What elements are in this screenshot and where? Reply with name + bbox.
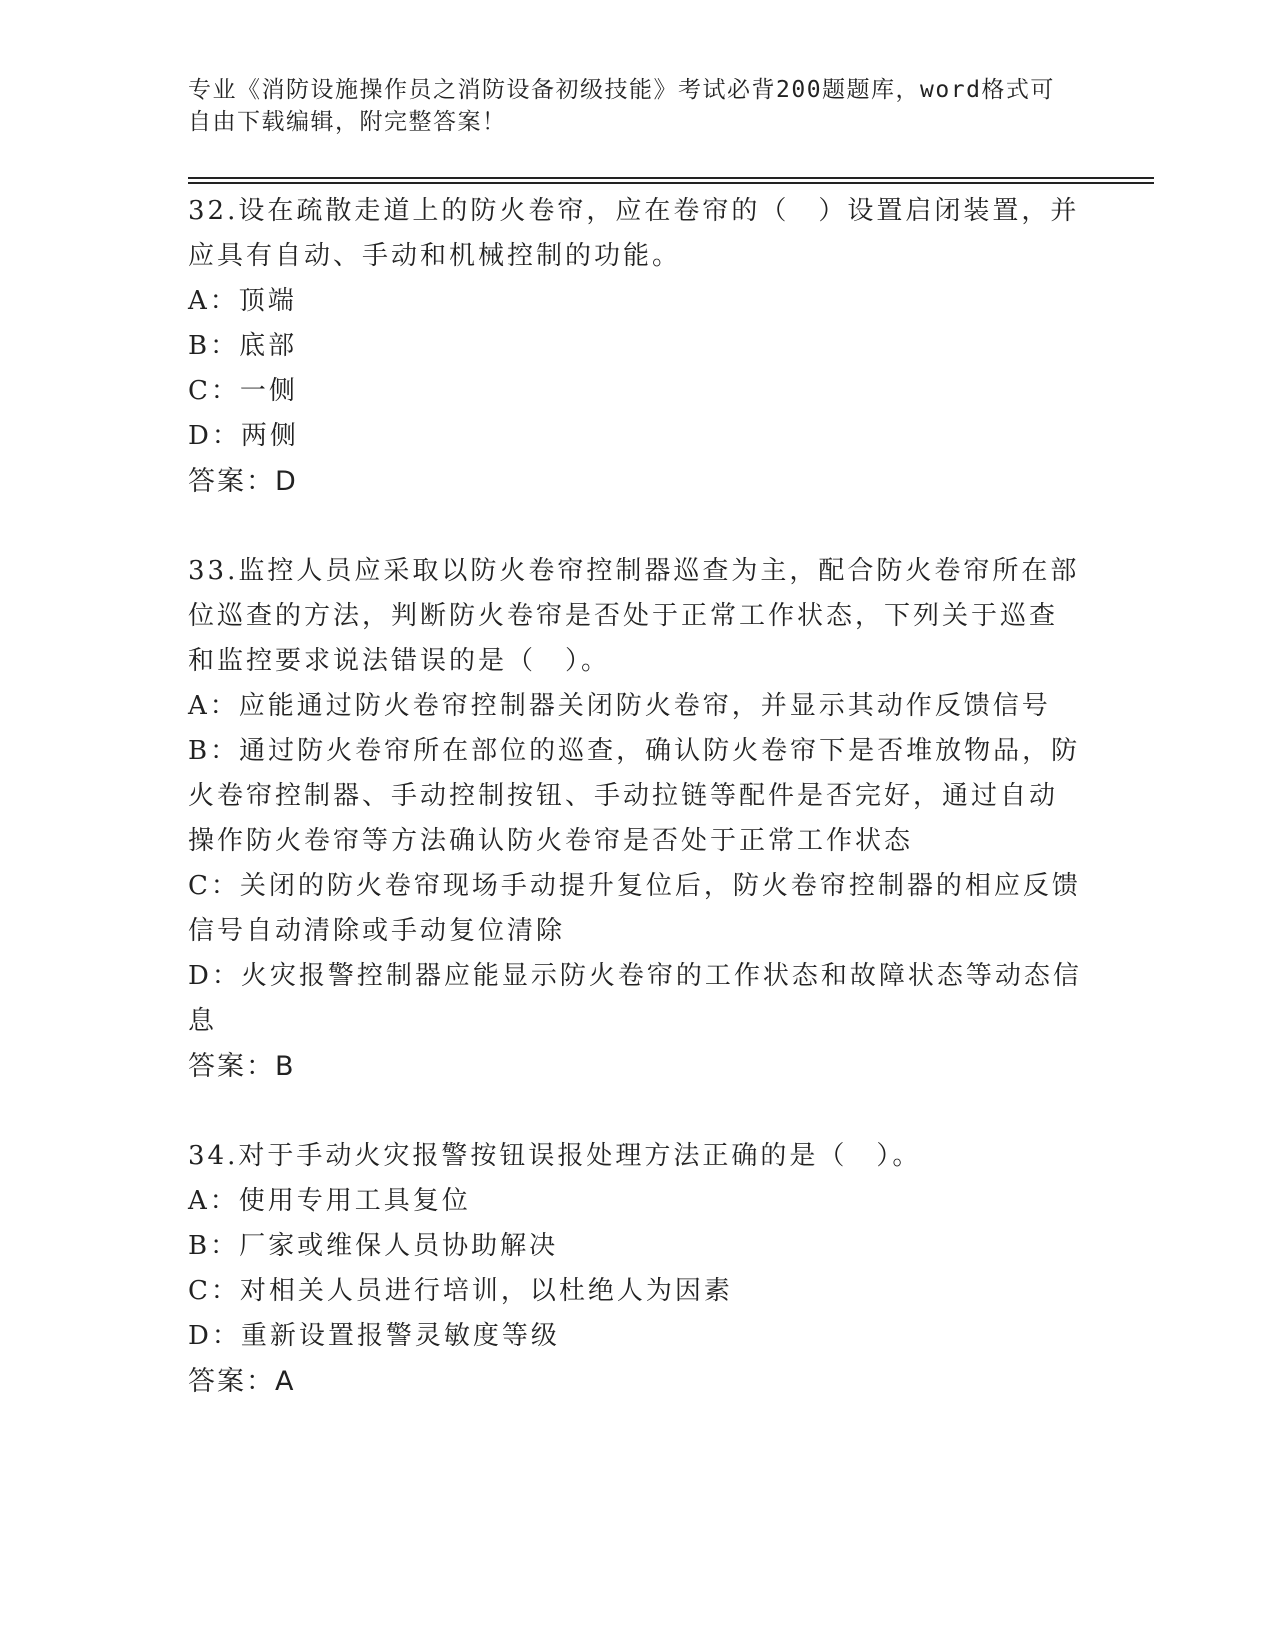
question-list [188, 189, 1088, 1404]
question-32-stem-line-2: 应具有自动、手动和机械控制的功能。 [188, 241, 682, 271]
question-34-option-a: A：使用专用工具复位 [188, 1186, 471, 1216]
question-33-option-a: A：应能通过防火卷帘控制器关闭防火卷帘，并显示其动作反馈信号 [188, 691, 1051, 721]
question-32-stem-line-1: 32.设在疏散走道上的防火卷帘，应在卷帘的（ ）设置启闭装置，并 [188, 196, 1080, 226]
header-line-1: 专业《消防设施操作员之消防设备初级技能》考试必背200题题库，word格式可 [188, 77, 1055, 103]
question-34-option-b: B：厂家或维保人员协助解决 [188, 1231, 559, 1261]
question-33-option-b-line-1: B：通过防火卷帘所在部位的巡查，确认防火卷帘下是否堆放物品，防 [188, 736, 1081, 766]
question-32-option-c: C：一侧 [188, 376, 298, 406]
question-33-option-b-line-2: 火卷帘控制器、手动控制按钮、手动拉链等配件是否完好，通过自动 [188, 781, 1059, 811]
question-33-option-c-line-1: C：关闭的防火卷帘现场手动提升复位后，防火卷帘控制器的相应反馈 [188, 871, 1081, 901]
question-34-option-d: D：重新设置报警灵敏度等级 [188, 1321, 560, 1351]
question-32-option-d: D：两侧 [188, 421, 299, 451]
document-header [188, 74, 1068, 138]
question-spacer [188, 504, 1088, 549]
question-32-option-b: B：底部 [188, 331, 298, 361]
question-33 [188, 549, 1088, 1089]
question-34-option-c: C：对相关人员进行培训，以杜绝人为因素 [188, 1276, 733, 1306]
question-33-stem-line-1: 33.监控人员应采取以防火卷帘控制器巡查为主，配合防火卷帘所在部 [188, 556, 1080, 586]
question-34-stem-line-1: 34.对于手动火灾报警按钮误报处理方法正确的是（ ）。 [188, 1141, 922, 1171]
question-32-option-a: A：顶端 [188, 286, 297, 316]
header-divider-bottom [188, 182, 1154, 184]
question-32-answer: 答案：D [188, 466, 298, 497]
question-33-stem-line-2: 位巡查的方法，判断防火卷帘是否处于正常工作状态，下列关于巡查 [188, 601, 1059, 631]
question-33-stem-line-3: 和监控要求说法错误的是（ ）。 [188, 646, 611, 676]
question-33-option-b-line-3: 操作防火卷帘等方法确认防火卷帘是否处于正常工作状态 [188, 826, 914, 856]
question-34-answer: 答案：A [188, 1366, 296, 1397]
question-33-answer: 答案：B [188, 1051, 296, 1082]
header-line-2: 自由下载编辑，附完整答案！ [188, 109, 507, 135]
question-33-option-d-line-2: 息 [188, 1006, 218, 1036]
question-33-option-d-line-1: D：火灾报警控制器应能显示防火卷帘的工作状态和故障状态等动态信 [188, 961, 1082, 991]
question-33-option-c-line-2: 信号自动清除或手动复位清除 [188, 916, 566, 946]
question-34 [188, 1134, 1088, 1404]
question-32 [188, 189, 1088, 504]
question-spacer [188, 1089, 1088, 1134]
header-divider-top [188, 177, 1154, 179]
